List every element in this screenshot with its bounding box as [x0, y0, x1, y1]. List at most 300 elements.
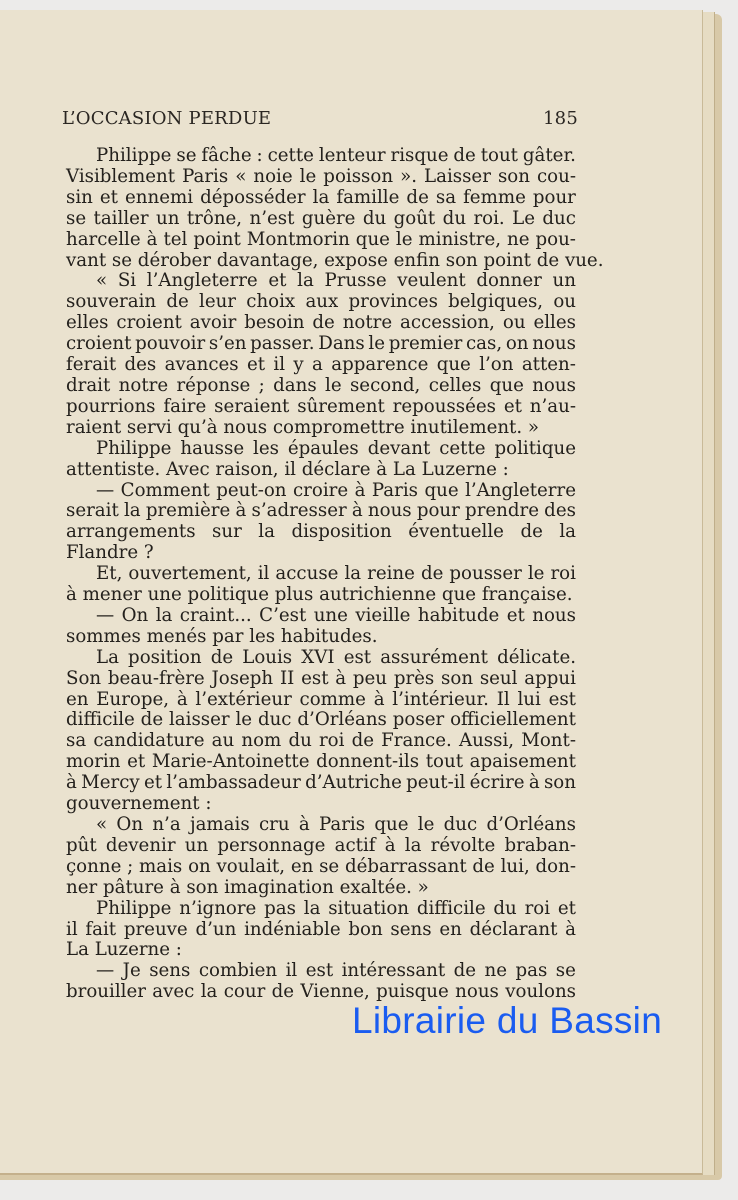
body-text: [66, 145, 604, 1003]
line-text: à mener une politique plus autrichienne que française.: [66, 584, 573, 606]
word: fait: [85, 918, 117, 940]
word: a: [312, 354, 323, 376]
text-line: [66, 648, 576, 669]
word: révolte: [430, 834, 496, 856]
word: serait: [66, 500, 119, 522]
text-line: [66, 794, 576, 815]
word: devant: [367, 437, 431, 459]
word: cas,: [466, 333, 503, 355]
word: à: [354, 479, 366, 501]
word: les: [253, 437, 279, 459]
word: nous: [455, 981, 499, 1003]
text-line: [66, 209, 576, 230]
text-line: [66, 627, 576, 648]
word: sa: [66, 730, 87, 752]
word: ».: [400, 165, 417, 187]
word: devenir: [105, 834, 176, 856]
word: officiellement: [450, 709, 576, 731]
word: Vienne,: [300, 981, 370, 1003]
word: première: [145, 500, 231, 522]
text-line: [66, 522, 576, 543]
word: n’a: [152, 814, 181, 835]
word: seraient: [214, 395, 290, 417]
word: —: [96, 960, 115, 982]
word: ;: [127, 855, 134, 877]
word: sin: [66, 186, 93, 208]
word: «: [96, 270, 108, 292]
word: puisque: [376, 981, 449, 1003]
word: le: [395, 228, 413, 250]
word: noie: [253, 165, 293, 187]
text-line: [66, 146, 576, 167]
word: avoir: [189, 312, 237, 334]
word: se: [319, 855, 340, 877]
line-text: vant se dérober davantage, expose enfin son point de vue.: [66, 249, 604, 271]
word: ;: [258, 374, 265, 396]
line-text: La Luzerne :: [66, 939, 182, 961]
word: drait: [66, 374, 111, 396]
word: au: [211, 730, 235, 752]
word: voulons: [505, 981, 576, 1003]
word: premier: [388, 333, 463, 355]
word: et: [557, 897, 576, 919]
word: roi: [550, 563, 576, 585]
word: veulent: [397, 270, 466, 292]
word: de: [420, 563, 444, 585]
word: trône,: [186, 207, 243, 229]
word: indéniable: [244, 918, 341, 940]
word: :: [256, 145, 263, 166]
text-line: [66, 292, 576, 313]
word: est: [548, 688, 576, 710]
word: duc: [257, 709, 292, 731]
word: famille: [336, 186, 400, 208]
word: combien: [198, 960, 278, 982]
word: l’intérieur.: [392, 688, 489, 710]
word: déclarant: [469, 918, 558, 940]
word: épaules: [287, 437, 359, 459]
text-line: [66, 836, 576, 857]
word: Paris: [182, 165, 229, 187]
word: un: [184, 834, 209, 856]
word: prendre: [465, 500, 539, 522]
word: position: [128, 646, 202, 668]
word: à: [298, 814, 310, 835]
word: brouiller: [66, 981, 146, 1003]
word: politique: [494, 437, 576, 459]
word: Philippe: [96, 897, 172, 919]
word: à: [351, 500, 363, 522]
word: pour: [416, 500, 460, 522]
word: l’extérieur: [195, 688, 292, 710]
word: à: [66, 772, 77, 794]
word: mais: [139, 855, 183, 877]
word: duc: [443, 814, 478, 835]
word: est: [305, 960, 334, 982]
word: une: [313, 604, 348, 626]
word: atten-: [521, 354, 576, 376]
word: Si: [117, 270, 137, 292]
word: pousser: [449, 563, 522, 585]
text-line: [66, 857, 576, 878]
text-line: [66, 564, 576, 585]
word: d’Orléans: [297, 709, 387, 731]
word: celles: [428, 374, 482, 396]
word: de: [210, 646, 234, 668]
text-line: [66, 878, 576, 899]
word: difficile: [416, 897, 486, 919]
word: roi: [318, 730, 345, 752]
word: du: [362, 207, 387, 229]
word: aux: [305, 291, 339, 313]
word: risque: [390, 145, 449, 166]
word: avec: [152, 981, 195, 1003]
word: peut-on: [216, 479, 287, 501]
word: dans: [273, 374, 317, 396]
word: besoin: [244, 312, 305, 334]
word: de: [520, 521, 543, 543]
word: l’ambassadeur: [166, 772, 301, 794]
word: et: [506, 604, 525, 626]
word: Visiblement: [66, 165, 176, 187]
word: elles: [533, 312, 576, 334]
word: donnent-ils: [316, 751, 420, 773]
word: Et,: [96, 563, 123, 585]
word: faire: [163, 395, 207, 417]
word: du: [442, 207, 467, 229]
word: second,: [349, 374, 421, 396]
word: la: [344, 563, 362, 585]
word: la: [155, 604, 173, 626]
word: lui: [517, 688, 541, 710]
word: y: [293, 354, 304, 376]
word: le: [368, 333, 385, 355]
word: sûrement: [297, 395, 385, 417]
line-text: raient servi qu’à nous compromettre inutilement. »: [66, 416, 540, 438]
word: ne: [507, 228, 530, 250]
word: Dans: [318, 333, 365, 355]
word: Joseph: [211, 667, 274, 689]
text-line: [66, 543, 576, 564]
word: de: [312, 312, 335, 334]
word: Prusse: [324, 270, 387, 292]
word: Philippe: [96, 437, 172, 459]
text-line: [66, 334, 576, 355]
word: goût: [393, 207, 436, 229]
word: pou-: [535, 228, 576, 250]
watermark: Librairie du Bassin: [352, 1000, 663, 1041]
word: lenteur: [318, 145, 386, 166]
word: tel: [163, 228, 188, 250]
word: le: [417, 814, 435, 835]
word: —: [96, 479, 115, 501]
text-line: [66, 397, 576, 418]
word: appui: [524, 667, 576, 689]
word: tout: [480, 145, 518, 166]
text-line: [66, 773, 576, 794]
text-line: [66, 418, 576, 439]
text-line: [66, 460, 576, 481]
word: Laisser: [424, 165, 491, 187]
word: donner: [476, 270, 542, 292]
word: de: [406, 186, 429, 208]
word: croient: [116, 312, 182, 334]
word: On: [116, 814, 144, 835]
word: la: [559, 521, 576, 543]
word: craint...: [179, 604, 252, 626]
word: sens: [390, 918, 432, 940]
line-text: Flandre ?: [66, 542, 154, 564]
word: pas: [264, 897, 296, 919]
word: bon: [348, 918, 383, 940]
word: XVI: [301, 646, 335, 668]
word: l’Angleterre: [465, 479, 576, 501]
word: un: [156, 207, 180, 229]
word: en: [66, 688, 89, 710]
word: «: [235, 165, 247, 187]
word: habitude: [417, 604, 500, 626]
text-line: [66, 920, 576, 941]
word: d’un: [195, 918, 237, 940]
word: cette: [267, 145, 314, 166]
word: la: [312, 186, 330, 208]
word: Europe,: [96, 688, 170, 710]
word: elles: [66, 312, 109, 334]
word: en: [439, 918, 462, 940]
word: Son: [66, 667, 102, 689]
word: passer.: [250, 333, 315, 355]
word: délicate.: [497, 646, 576, 668]
word: à: [384, 834, 396, 856]
word: de: [166, 291, 189, 313]
word: choix: [246, 291, 296, 313]
word: près: [393, 667, 435, 689]
word: pour: [532, 186, 576, 208]
word: à: [565, 918, 576, 940]
word: cour: [223, 981, 266, 1003]
word: intéressant: [341, 960, 446, 982]
word: le: [235, 709, 253, 731]
word: son: [497, 165, 530, 187]
word: sens: [149, 960, 191, 982]
text-line: [66, 376, 576, 397]
word: ou: [502, 312, 526, 334]
line-text: sommes menés par les habitudes.: [66, 625, 378, 647]
word: Marie-Antoinette: [151, 751, 310, 773]
word: nous: [532, 333, 576, 355]
word: débarrassant: [344, 855, 467, 877]
word: beau-frère: [107, 667, 205, 689]
word: nom: [241, 730, 282, 752]
word: pourrions: [66, 395, 156, 417]
word: le: [527, 563, 545, 585]
word: pût: [66, 834, 97, 856]
word: On: [121, 604, 149, 626]
word: hausse: [180, 437, 245, 459]
word: et: [268, 270, 287, 292]
line-text: ner pâture à son imagination exaltée. »: [66, 876, 429, 898]
word: Je: [122, 960, 141, 982]
text-line: [66, 585, 576, 606]
word: sur: [212, 521, 242, 543]
word: n’ignore: [179, 897, 257, 919]
word: ou: [553, 291, 576, 313]
word: vieille: [355, 604, 411, 626]
word: Paris: [371, 479, 418, 501]
word: cette: [439, 437, 486, 459]
word: du: [288, 730, 312, 752]
word: réponse: [176, 374, 251, 396]
word: fâche: [201, 145, 252, 166]
word: il: [257, 563, 270, 585]
word: «: [96, 814, 108, 835]
word: la: [200, 981, 218, 1003]
word: un: [552, 270, 576, 292]
text-line: [66, 710, 576, 731]
word: en: [290, 855, 314, 877]
word: roi.: [473, 207, 505, 229]
text-line: [66, 188, 576, 209]
word: d’Orléans: [486, 814, 576, 835]
word: ferait: [66, 354, 117, 376]
word: se: [555, 960, 576, 982]
word: et: [503, 395, 522, 417]
word: disposition: [291, 521, 392, 543]
word: s’adresser: [251, 500, 347, 522]
word: harcelle: [66, 228, 141, 250]
word: et: [99, 186, 118, 208]
word: ennemi: [125, 186, 194, 208]
running-header: [62, 108, 578, 129]
word: à: [235, 500, 247, 522]
text-line: [66, 731, 576, 752]
word: déposséder: [200, 186, 306, 208]
word: il: [285, 960, 298, 982]
word: don-: [535, 855, 576, 877]
word: La: [96, 646, 119, 668]
word: le: [325, 374, 342, 396]
word: d’Autriche: [305, 772, 402, 794]
word: l’on: [479, 354, 514, 376]
word: nous: [532, 604, 576, 626]
word: Il: [496, 688, 510, 710]
word: seul: [479, 667, 518, 689]
word: Mont-: [521, 730, 576, 752]
word: est: [301, 667, 329, 689]
word: pouvoir: [135, 333, 206, 355]
text-line: [66, 669, 576, 690]
word: de: [453, 960, 477, 982]
word: n’au-: [529, 395, 576, 417]
word: son: [543, 772, 576, 794]
word: assurément: [380, 646, 488, 668]
text-line: [66, 313, 576, 334]
word: son: [441, 667, 474, 689]
word: de: [140, 709, 164, 731]
word: gâter.: [522, 145, 576, 166]
word: II: [279, 667, 295, 689]
page-number: 185: [543, 108, 578, 129]
word: il: [66, 918, 78, 940]
word: que: [355, 228, 390, 250]
word: Paris: [318, 814, 366, 835]
word: actif: [334, 834, 376, 856]
word: voulait,: [216, 855, 286, 877]
word: la: [123, 500, 141, 522]
word: écrire: [469, 772, 525, 794]
word: des: [544, 500, 576, 522]
word: Aussi,: [458, 730, 515, 752]
word: comme: [299, 688, 366, 710]
text-line: [66, 815, 576, 836]
word: la: [258, 521, 275, 543]
text-line: [66, 249, 604, 272]
word: candidature: [93, 730, 205, 752]
text-line: [66, 271, 576, 292]
word: lui,: [500, 855, 530, 877]
word: reine: [367, 563, 415, 585]
word: cou-: [536, 165, 576, 187]
word: la: [303, 897, 321, 919]
word: à: [528, 772, 540, 794]
word: braban-: [504, 834, 576, 856]
word: accession,: [400, 312, 495, 334]
word: n’est: [249, 207, 295, 229]
word: tailler: [93, 207, 149, 229]
word: apaisement: [469, 751, 576, 773]
word: ministre,: [418, 228, 501, 250]
word: des: [124, 354, 157, 376]
word: jamais: [189, 814, 250, 835]
word: notre: [342, 312, 393, 334]
word: femme: [463, 186, 526, 208]
word: ouvertement,: [128, 563, 252, 585]
word: point: [193, 228, 241, 250]
word: personnage: [217, 834, 326, 856]
word: l’Angleterre: [146, 270, 258, 292]
word: situation: [328, 897, 410, 919]
word: notre: [118, 374, 169, 396]
word: à: [373, 688, 385, 710]
text-line: [66, 899, 576, 920]
word: provinces: [348, 291, 438, 313]
word: se: [66, 207, 87, 229]
word: nous: [532, 374, 576, 396]
text-line: [66, 355, 576, 376]
word: ne: [484, 960, 508, 982]
word: que: [374, 814, 409, 835]
word: Louis: [242, 646, 293, 668]
word: poser: [392, 709, 445, 731]
word: à: [146, 228, 158, 250]
word: la: [297, 270, 314, 292]
word: Comment: [120, 479, 210, 501]
word: à: [176, 688, 188, 710]
word: duc: [542, 207, 576, 229]
word: se: [176, 145, 197, 166]
word: souverain: [66, 291, 157, 313]
word: tout: [425, 751, 463, 773]
text-line: [66, 481, 576, 502]
word: peu: [352, 667, 388, 689]
word: et: [246, 354, 266, 376]
word: leur: [199, 291, 237, 313]
word: de: [453, 145, 476, 166]
word: du: [493, 897, 517, 919]
text-line: [66, 940, 576, 961]
word: peut-il: [406, 772, 466, 794]
word: de: [351, 730, 375, 752]
